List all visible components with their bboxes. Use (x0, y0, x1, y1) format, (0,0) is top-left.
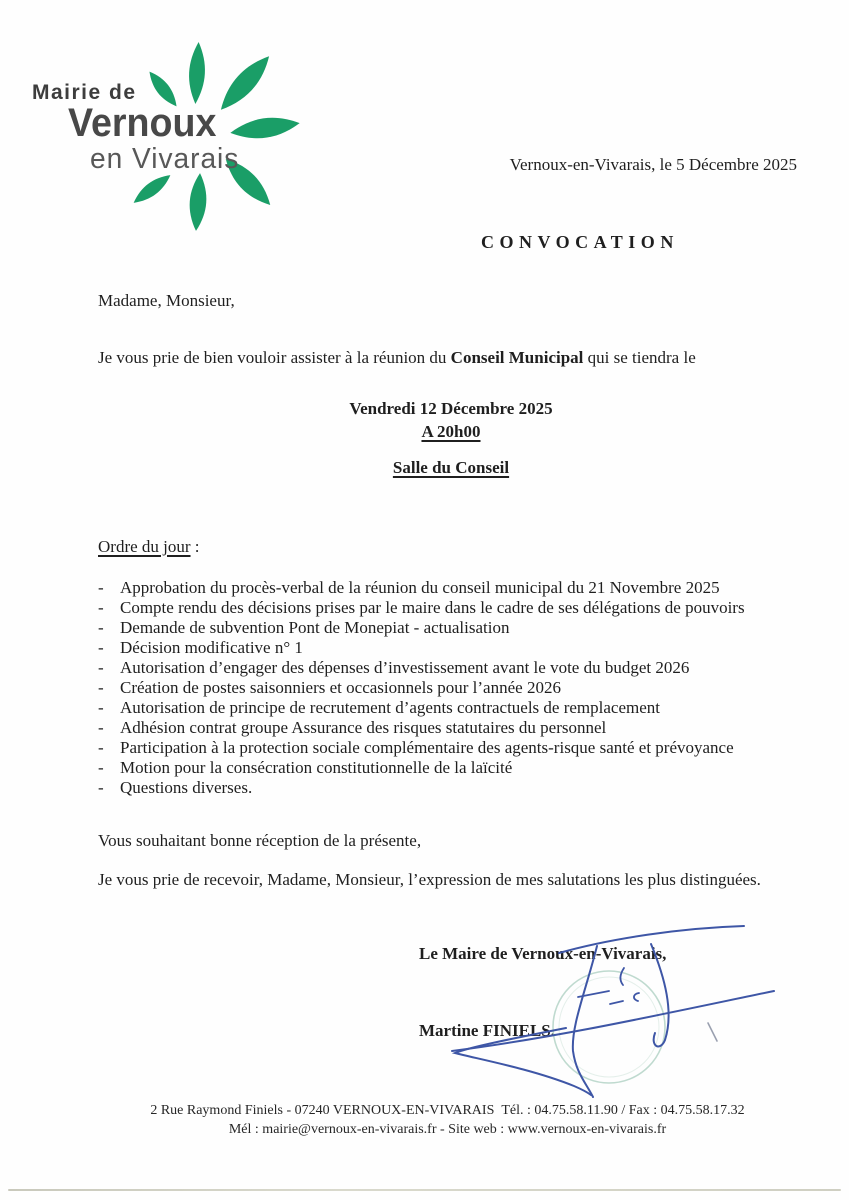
agenda-item-text: Adhésion contrat groupe Assurance des risques statutaires du personnel (120, 718, 607, 737)
footer (46, 1101, 849, 1139)
signatory-title: Le Maire de Vernoux-en-Vivarais, (419, 944, 667, 963)
agenda-item (98, 698, 745, 718)
meeting-date: Vendredi 12 Décembre 2025 (349, 399, 553, 418)
closing-line-2: Je vous prie de recevoir, Madame, Monsieur, l’expression de mes salutations les plus distinguées. (98, 870, 761, 889)
agenda-item (98, 758, 745, 778)
signature-and-stamp (420, 895, 810, 1110)
letter-date-line: Vernoux-en-Vivarais, le 5 Décembre 2025 (509, 155, 797, 174)
mairie-logo (22, 26, 327, 244)
agenda-bullet: - (98, 598, 104, 617)
logo-line-mairie-de: Mairie de (32, 81, 137, 104)
signature-stroke (620, 968, 624, 985)
agenda-bullet: - (98, 778, 104, 797)
agenda-item (98, 578, 745, 598)
agenda-list (98, 578, 745, 798)
agenda-bullet: - (98, 698, 104, 717)
salutation: Madame, Monsieur, (98, 291, 235, 310)
logo-line-en-vivarais: en Vivarais (90, 143, 240, 175)
agenda-item-text: Questions diverses. (120, 778, 253, 797)
agenda-heading (98, 537, 200, 557)
agenda-bullet: - (98, 758, 104, 777)
agenda-item (98, 598, 745, 618)
agenda-item-text: Motion pour la consécration constitutionnelle de la laïcité (120, 758, 513, 777)
meeting-details (98, 399, 804, 478)
pen-tick-mark (708, 1023, 717, 1041)
agenda-item-text: Autorisation de principe de recrutement d’agents contractuels de remplacement (120, 698, 660, 717)
logo-line-vernoux: Vernoux (68, 101, 217, 145)
agenda-item-text: Autorisation d’engager des dépenses d’investissement avant le vote du budget 2026 (120, 658, 690, 677)
leaf-icon (188, 172, 209, 231)
signature-stroke (578, 991, 609, 997)
agenda-item (98, 778, 745, 798)
agenda-heading-colon: : (190, 537, 200, 556)
agenda-bullet: - (98, 718, 104, 737)
signature-stroke (573, 946, 597, 1097)
footer-address-line: 2 Rue Raymond Finiels - 07240 VERNOUX-EN-VIVARAIS Tél. : 04.75.58.11.90 / Fax : 04.75.58.17.32 (150, 1103, 745, 1118)
agenda-item-text: Décision modificative n° 1 (120, 638, 303, 657)
agenda-item-text: Compte rendu des décisions prises par le maire dans le cadre de ses délégations de pouvoirs (120, 598, 745, 617)
signature-stroke (634, 993, 639, 1001)
document-title: CONVOCATION (481, 232, 679, 252)
stamp-icon (553, 971, 665, 1083)
agenda-item (98, 738, 745, 758)
leaf-icon (229, 113, 301, 142)
footer-contact-line: Mél : mairie@vernoux-en-vivarais.fr - Site web : www.vernoux-en-vivarais.fr (228, 1122, 667, 1137)
agenda-item (98, 718, 745, 738)
intro-text-before: Je vous prie de bien vouloir assister à la réunion du (98, 348, 451, 367)
agenda-item-text: Demande de subvention Pont de Monepiat - actualisation (120, 618, 510, 637)
intro-paragraph (98, 348, 696, 368)
agenda-heading-text: Ordre du jour (98, 537, 191, 556)
agenda-item (98, 678, 745, 698)
closing-line-1: Vous souhaitant bonne réception de la présente, (98, 831, 422, 850)
agenda-item-text: Approbation du procès-verbal de la réunion du conseil municipal du 21 Novembre 2025 (120, 578, 720, 597)
meeting-place: Salle du Conseil (392, 458, 510, 477)
agenda-item (98, 618, 745, 638)
leaf-icon (188, 42, 207, 105)
intro-text-bold: Conseil Municipal (450, 348, 584, 367)
agenda-item-text: Participation à la protection sociale complémentaire des agents-risque santé et prévoyance (120, 738, 734, 757)
intro-text-after: qui se tiendra le (583, 348, 696, 367)
leaf-icon (214, 50, 277, 117)
meeting-time: A 20h00 (421, 422, 481, 441)
agenda-bullet: - (98, 638, 104, 657)
agenda-bullet: - (98, 738, 104, 757)
agenda-item (98, 658, 745, 678)
scan-edge-line (8, 1189, 841, 1191)
signatory-name: Martine FINIELS. (419, 1021, 555, 1040)
agenda-item-text: Création de postes saisonniers et occasionnels pour l’année 2026 (120, 678, 561, 697)
agenda-bullet: - (98, 678, 104, 697)
agenda-item (98, 638, 745, 658)
agenda-bullet: - (98, 578, 104, 597)
signature-stroke (610, 1001, 623, 1004)
agenda-bullet: - (98, 618, 104, 637)
stamp-icon-inner (559, 977, 659, 1077)
agenda-bullet: - (98, 658, 104, 677)
